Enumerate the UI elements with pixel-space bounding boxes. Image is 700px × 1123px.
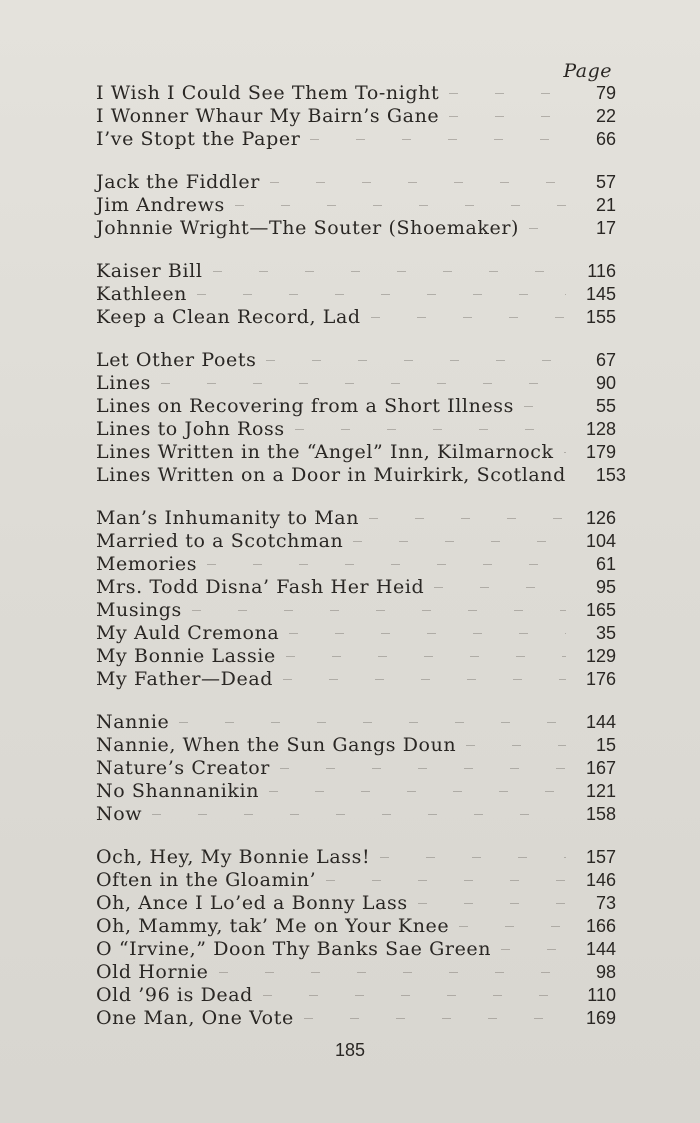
entry-title: Mrs. Todd Disna’ Fash Her Heid	[96, 576, 425, 598]
entry-title: Memories	[96, 553, 198, 575]
toc-entry	[96, 938, 616, 961]
leader-dots	[418, 903, 566, 904]
entry-page-number: 144	[585, 939, 616, 959]
entry-title: My Auld Cremona	[96, 622, 280, 644]
toc-entry	[96, 194, 616, 217]
entry-title: One Man, One Vote	[96, 1007, 294, 1029]
entry-title: Keep a Clean Record, Lad	[96, 306, 361, 328]
toc-entry	[96, 915, 616, 938]
leader-dots	[219, 972, 566, 973]
leader-dots	[524, 406, 566, 407]
leader-dots	[449, 93, 566, 94]
toc-entry	[96, 82, 616, 105]
entry-page-number: 61	[595, 554, 616, 574]
leader-dots	[564, 452, 566, 453]
toc-entry	[96, 984, 616, 1007]
entry-page-number: 104	[585, 531, 616, 551]
entry-page-number: 146	[585, 870, 616, 890]
toc-group	[96, 171, 616, 240]
entry-page-number: 73	[595, 893, 616, 913]
leader-dots	[449, 116, 566, 117]
leader-dots	[295, 429, 566, 430]
entry-title: Old ’96 is Dead	[96, 984, 253, 1006]
page-number: 185	[334, 1040, 366, 1060]
leader-dots	[304, 1018, 566, 1019]
toc-entry	[96, 105, 616, 128]
toc-entry	[96, 668, 616, 691]
leader-dots	[353, 541, 566, 542]
toc-entry	[96, 464, 626, 487]
entry-title: Often in the Gloamin’	[96, 869, 317, 891]
entry-title: Musings	[96, 599, 182, 621]
entry-page-number: 95	[595, 577, 616, 597]
leader-dots	[263, 995, 566, 996]
toc-group	[96, 260, 616, 329]
entry-page-number: 22	[595, 106, 616, 126]
entry-title: Lines to John Ross	[96, 418, 285, 440]
leader-dots	[466, 745, 566, 746]
leader-dots	[380, 857, 566, 858]
entry-page-number: 176	[585, 669, 616, 689]
leader-dots	[529, 228, 566, 229]
entry-page-number: 145	[585, 284, 616, 304]
entry-page-number: 166	[585, 916, 616, 936]
entry-page-number: 126	[585, 508, 616, 528]
toc-entry	[96, 283, 616, 306]
entry-title: Man’s Inhumanity to Man	[96, 507, 360, 529]
entry-page-number: 169	[585, 1008, 616, 1028]
leader-dots	[326, 880, 566, 881]
toc-entry	[96, 128, 616, 151]
toc-entry	[96, 780, 616, 803]
toc-entry	[96, 1007, 616, 1030]
leader-dots	[235, 205, 566, 206]
toc-entry	[96, 418, 616, 441]
entry-page-number: 144	[585, 712, 616, 732]
leader-dots	[310, 139, 566, 140]
entry-title: Lines Written on a Door in Muirkirk, Scotland	[96, 464, 566, 486]
toc-entry	[96, 553, 616, 576]
toc-entry	[96, 260, 616, 283]
entry-title: Johnnie Wright—The Souter (Shoemaker)	[96, 217, 520, 239]
leader-dots	[270, 182, 566, 183]
entry-page-number: 129	[585, 646, 616, 666]
table-of-contents	[96, 82, 626, 1050]
entry-title: Lines Written in the “Angel” Inn, Kilmarnock	[96, 441, 554, 463]
entry-page-number: 165	[585, 600, 616, 620]
toc-entry	[96, 734, 616, 757]
toc-entry	[96, 349, 616, 372]
entry-title: O “Irvine,” Doon Thy Banks Sae Green	[96, 938, 492, 960]
leader-dots	[283, 679, 566, 680]
entry-page-number: 155	[585, 307, 616, 327]
leader-dots	[501, 949, 566, 950]
leader-dots	[207, 564, 566, 565]
toc-entry	[96, 441, 616, 464]
entry-page-number: 167	[585, 758, 616, 778]
toc-group	[96, 82, 616, 151]
toc-entry	[96, 961, 616, 984]
toc-entry	[96, 803, 616, 826]
entry-title: I Wonner Whaur My Bairn’s Gane	[96, 105, 440, 127]
entry-page-number: 90	[595, 373, 616, 393]
entry-title: Married to a Scotchman	[96, 530, 344, 552]
leader-dots	[152, 814, 566, 815]
toc-group	[96, 349, 626, 487]
entry-title: Lines on Recovering from a Short Illness	[96, 395, 514, 417]
entry-page-number: 55	[595, 396, 616, 416]
toc-entry	[96, 645, 616, 668]
entry-title: My Father—Dead	[96, 668, 274, 690]
toc-entry	[96, 171, 616, 194]
entry-title: Lines	[96, 372, 151, 394]
toc-group	[96, 507, 616, 691]
leader-dots	[371, 317, 566, 318]
entry-title: I Wish I Could See Them To-night	[96, 82, 440, 104]
toc-entry	[96, 869, 616, 892]
leader-dots	[434, 587, 566, 588]
page-column-header: Page	[563, 60, 612, 82]
entry-title: Kaiser Bill	[96, 260, 203, 282]
entry-page-number: 79	[595, 83, 616, 103]
entry-title: Old Hornie	[96, 961, 209, 983]
entry-page-number: 128	[585, 419, 616, 439]
entry-title: I’ve Stopt the Paper	[96, 128, 301, 150]
entry-title: Oh, Mammy, tak’ Me on Your Knee	[96, 915, 450, 937]
leader-dots	[213, 271, 566, 272]
toc-entry	[96, 892, 616, 915]
toc-entry	[96, 599, 616, 622]
leader-dots	[369, 518, 566, 519]
leader-dots	[192, 610, 566, 611]
entry-title: My Bonnie Lassie	[96, 645, 276, 667]
entry-title: Oh, Ance I Lo’ed a Bonny Lass	[96, 892, 408, 914]
leader-dots	[459, 926, 566, 927]
entry-page-number: 17	[595, 218, 616, 238]
toc-entry	[96, 846, 616, 869]
entry-title: Nature’s Creator	[96, 757, 270, 779]
entry-page-number: 57	[595, 172, 616, 192]
entry-page-number: 66	[595, 129, 616, 149]
leader-dots	[179, 722, 566, 723]
toc-entry	[96, 530, 616, 553]
leader-dots	[266, 360, 566, 361]
toc-entry	[96, 395, 616, 418]
toc-group	[96, 711, 616, 826]
entry-page-number: 15	[595, 735, 616, 755]
entry-title: Nannie	[96, 711, 170, 733]
leader-dots	[161, 383, 566, 384]
entry-title: Och, Hey, My Bonnie Lass!	[96, 846, 371, 868]
entry-page-number: 116	[587, 261, 616, 281]
toc-entry	[96, 576, 616, 599]
leader-dots	[289, 633, 566, 634]
entry-page-number: 158	[585, 804, 616, 824]
entry-page-number: 121	[585, 781, 616, 801]
toc-entry	[96, 711, 616, 734]
leader-dots	[197, 294, 566, 295]
entry-title: Now	[96, 803, 143, 825]
entry-page-number: 157	[585, 847, 616, 867]
entry-page-number: 21	[595, 195, 616, 215]
leader-dots	[280, 768, 566, 769]
toc-group	[96, 846, 616, 1030]
entry-page-number: 179	[585, 442, 616, 462]
leader-dots	[269, 791, 566, 792]
entry-page-number: 98	[595, 962, 616, 982]
toc-entry	[96, 217, 616, 240]
toc-entry	[96, 372, 616, 395]
entry-title: No Shannanikin	[96, 780, 260, 802]
entry-title: Jack the Fiddler	[96, 171, 260, 193]
entry-title: Kathleen	[96, 283, 187, 305]
entry-title: Jim Andrews	[96, 194, 225, 216]
toc-entry	[96, 757, 616, 780]
toc-entry	[96, 306, 616, 329]
entry-page-number: 110	[587, 985, 616, 1005]
entry-page-number: 35	[595, 623, 616, 643]
leader-dots	[286, 656, 566, 657]
toc-entry	[96, 507, 616, 530]
entry-page-number: 67	[595, 350, 616, 370]
entry-title: Nannie, When the Sun Gangs Doun	[96, 734, 457, 756]
entry-page-number: 153	[595, 465, 626, 485]
entry-title: Let Other Poets	[96, 349, 257, 371]
toc-entry	[96, 622, 616, 645]
